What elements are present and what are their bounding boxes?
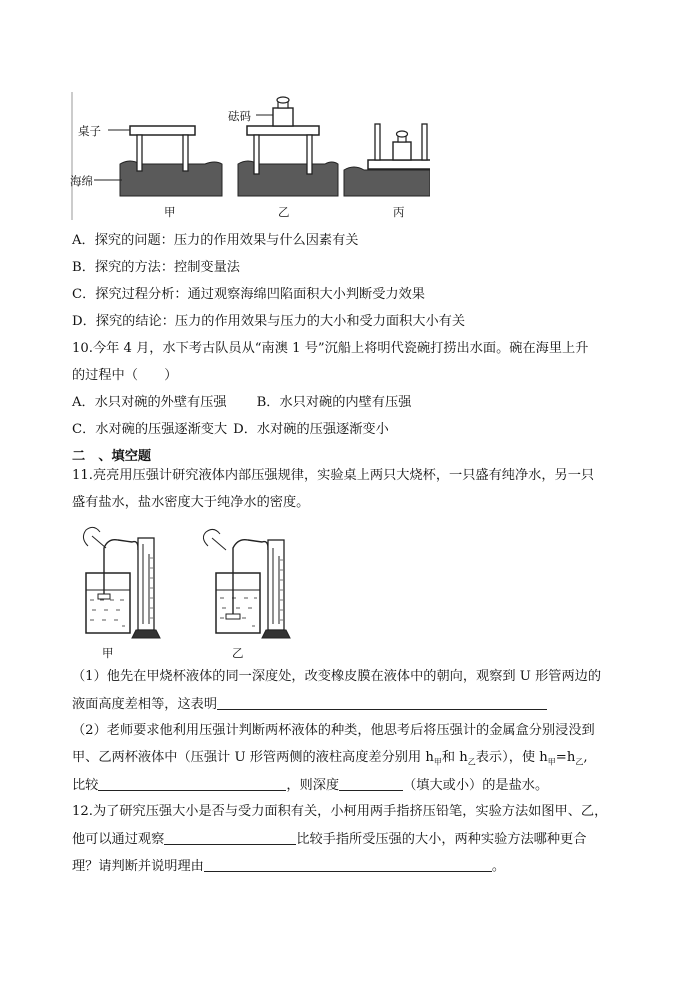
q11-p1-line1: （1）他先在甲烧杯液体的同一深度处，改变橡皮膜在液体中的朝向，观察到 U 形管两边的 (72, 669, 602, 684)
q11-p2-line3 (72, 776, 548, 795)
beaker-2 (216, 573, 260, 633)
q11-blank-2[interactable] (98, 776, 286, 791)
q11-stem-line1: 11.亮亮用压强计研究液体内部压强规律，实验桌上两只大烧杯，一只盛有纯净水，另一只 (72, 468, 595, 483)
q10-stem-line1: 10.今年 4 月，水下考古队员从“南澳 1 号”沉船上将明代瓷碗打捞出水面。碗在海里上升 (72, 341, 589, 356)
pressure-gauge-svg (70, 518, 300, 643)
q11-p1-line2 (72, 695, 547, 714)
q10-option-c: C．水对碗的压强逐渐变大 (72, 422, 228, 437)
q12-line1: 12.为了研究压强大小是否与受力面积有关，小柯用两手指挤压铅笔，实验方法如图甲、乙， (72, 804, 608, 819)
sub-yi-2: 乙 (575, 757, 584, 767)
weight-2 (273, 108, 293, 126)
q12-line2 (72, 830, 586, 849)
label-sponge: 海绵 (70, 174, 93, 188)
q11-p2-text-a: 甲、乙两杯液体中（压强计 U 形管两侧的液柱高度差分别用 h (72, 750, 434, 765)
caption-bing: 丙 (393, 205, 405, 219)
q9-option-b: B．探究的方法：控制变量法 (72, 260, 240, 275)
q10-option-b: B．水只对碗的内壁有压强 (256, 395, 412, 410)
q12-line3 (72, 857, 505, 876)
q9-option-a: A．探究的问题：压力的作用效果与什么因素有关 (72, 233, 359, 248)
q11-p2-text-d: =h (555, 750, 576, 765)
q11-p2-text-g: （填大或小）的是盐水。 (403, 778, 549, 793)
q12-text-b: 比较手指所受压强的大小，两种实验方法哪种更合 (296, 832, 587, 847)
sponge-experiment-figure (70, 92, 430, 222)
label-weight: 砝码 (228, 109, 251, 123)
sponge-2 (238, 161, 338, 196)
pressure-gauge-figure (70, 518, 300, 663)
q11-p2-text-e: 比较 (72, 778, 99, 793)
q11-stem-line2: 盛有盐水，盐水密度大于纯净水的密度。 (72, 495, 310, 510)
sponge-3 (344, 167, 430, 196)
weight-3 (393, 142, 411, 160)
q9-option-d: D．探究的结论：压力的作用效果与压力的大小和受力面积大小有关 (72, 314, 466, 329)
gauge-caption-yi: 乙 (232, 646, 244, 660)
q10-option-a: A．水只对碗的外壁有压强 (72, 395, 227, 410)
q11-blank-1[interactable] (217, 695, 547, 710)
caption-jia: 甲 (164, 205, 176, 219)
q11-p2-text-b: 和 h (441, 750, 468, 765)
q11-p2-text-f: ，则深度 (286, 778, 340, 793)
sponge-1 (120, 161, 222, 196)
q12-text-a: 他可以通过观察 (72, 832, 165, 847)
q11-p2-line1: （2）老师要求他利用压强计判断两杯液体的种类，他思考后将压强计的金属盒分别浸没到 (72, 723, 595, 738)
q9-option-c: C．探究过程分析：通过观察海绵凹陷面积大小判断受力效果 (72, 287, 425, 302)
sub-jia: 甲 (433, 757, 442, 767)
q11-blank-3[interactable] (339, 776, 403, 791)
section-title: 二 、填空题 (72, 449, 152, 464)
q11-p2-text-c: 表示），使 h (475, 750, 548, 765)
table-top-3 (368, 160, 430, 169)
table-top-2 (247, 126, 319, 135)
beaker-1 (86, 573, 130, 633)
q10-option-d: D．水对碗的压强逐渐变小 (233, 422, 389, 437)
label-table: 桌子 (78, 124, 101, 138)
q11-p1-prefix: 液面高度差相等，这表明 (72, 697, 218, 712)
q12-text-c: 理？请判断并说明理由 (72, 859, 204, 874)
gauge-caption-jia: 甲 (102, 646, 114, 660)
u-tube-1 (138, 538, 154, 630)
q10-stem-line2: 的过程中（ ） (72, 368, 178, 383)
table-top-1 (130, 126, 195, 135)
q10-options-row1 (72, 394, 411, 412)
q12-blank-1[interactable] (164, 830, 296, 845)
u-tube-2 (268, 540, 284, 630)
q11-p2-line2: 甲、乙两杯液体中（压强计 U 形管两侧的液柱高度差分别用 $h_甲$和 $h_乙$表示），使 $h_甲=h_乙$, (72, 750, 588, 767)
sub-yi: 乙 (467, 757, 476, 767)
q12-text-d: 。 (491, 859, 506, 874)
q12-blank-2[interactable] (204, 857, 492, 872)
q10-options-row2 (72, 421, 389, 439)
caption-yi: 乙 (278, 205, 290, 219)
sub-jia-2: 甲 (547, 757, 556, 767)
